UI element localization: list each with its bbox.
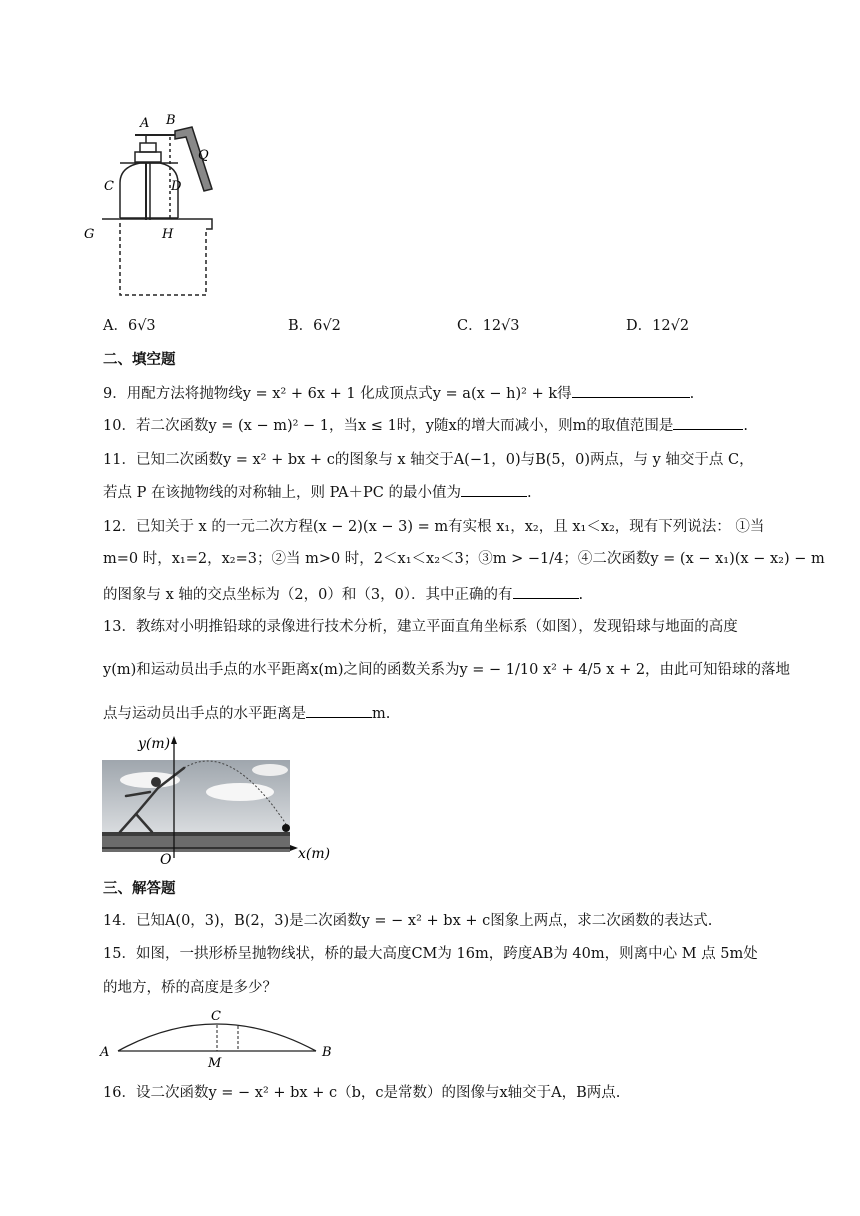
option-b: B．6√2 [288, 318, 341, 334]
question-12-line2: m=0 时，x₁=2，x₂=3；②当 m>0 时，2＜x₁＜x₂＜3；③m > −1/4；④二次函数y = (x − x₁)(x − x₂) − m [103, 551, 825, 567]
question-9-text: 9．用配方法将抛物线y = x² + 6x + 1 化成顶点式y = a(x − h)² + k得 [103, 386, 572, 402]
question-16: 16．设二次函数y = − x² + bx + c（b，c是常数）的图像与x轴交于A，B两点. [103, 1085, 621, 1101]
question-10-text: 10．若二次函数y = (x − m)² − 1，当x ≤ 1时，y随x的增大而减小，则m的取值范围是 [103, 418, 674, 434]
answer-blank [461, 482, 527, 497]
option-c: C．12√3 [457, 318, 520, 334]
question-11-text: 若点 P 在该抛物线的对称轴上，则 PA＋PC 的最小值为 [103, 485, 461, 501]
option-a: A．6√3 [103, 318, 156, 334]
fig1-label-d: D [171, 179, 182, 194]
fig3-label-c: C [211, 1009, 221, 1024]
fig3-label-b: B [322, 1045, 332, 1060]
figure-dispenser [80, 105, 240, 300]
fig1-label-c: C [104, 179, 114, 194]
question-13-line3 [103, 703, 390, 724]
fig1-label-g: G [84, 227, 95, 242]
figure-bridge [96, 1005, 346, 1069]
option-d: D．12√2 [626, 318, 690, 334]
fig1-label-q: Q [198, 148, 209, 163]
figure-shot-put [100, 732, 340, 864]
question-15-line1: 15．如图，一拱形桥呈抛物线状，桥的最大高度CM为 16m，跨度AB为 40m，则离中心 M 点 5m处 [103, 946, 758, 962]
question-12-line1: 12．已知关于 x 的一元二次方程(x − 2)(x − 3) = m有实根 x₁，x₂，且 x₁＜x₂，现有下列说法： ①当 [103, 519, 765, 535]
section-solutions: 三、解答题 [103, 881, 176, 897]
question-10-tail: . [743, 418, 749, 434]
fig3-label-a: A [100, 1045, 110, 1060]
origin-label: O [160, 852, 172, 864]
question-15-line2: 的地方，桥的高度是多少？ [103, 980, 277, 996]
question-10 [103, 415, 748, 436]
fig1-label-b: B [166, 113, 176, 128]
question-13-tail: m. [372, 706, 391, 722]
question-11-line2 [103, 482, 532, 503]
answer-blank [673, 415, 743, 430]
question-14: 14．已知A(0，3)，B(2，3)是二次函数y = − x² + bx + c图象上两点，求二次函数的表达式. [103, 913, 713, 929]
question-12-line3 [103, 584, 583, 605]
fig3-label-m: M [208, 1056, 222, 1069]
question-13-text: 点与运动员出手点的水平距离是 [103, 706, 306, 722]
fig1-label-a: A [140, 116, 150, 131]
question-13-line1: 13．教练对小明推铅球的录像进行技术分析，建立平面直角坐标系（如图），发现铅球与地面的高度 [103, 619, 738, 635]
y-axis-label: y(m) [138, 736, 171, 752]
question-11-line1: 11．已知二次函数y = x² + bx + c的图象与 x 轴交于A(−1，0)与B(5，0)两点，与 y 轴交于点 C， [103, 452, 754, 468]
answer-blank [306, 703, 372, 718]
fig1-label-h: H [162, 227, 174, 242]
question-12-text: 的图象与 x 轴的交点坐标为（2，0）和（3，0）．其中正确的有 [103, 587, 513, 603]
x-axis-label: x(m) [298, 846, 331, 862]
question-11-tail: . [526, 485, 532, 501]
question-13-line2: y(m)和运动员出手点的水平距离x(m)之间的函数关系为y = − 1/10 x² + 4/5 x + 2，由此可知铅球的落地 [103, 662, 791, 678]
question-9 [103, 383, 694, 404]
answer-blank [572, 383, 690, 398]
section-fill-in: 二、填空题 [103, 352, 176, 368]
question-9-tail: . [689, 386, 695, 402]
answer-blank [513, 584, 579, 599]
question-12-tail: . [578, 587, 584, 603]
